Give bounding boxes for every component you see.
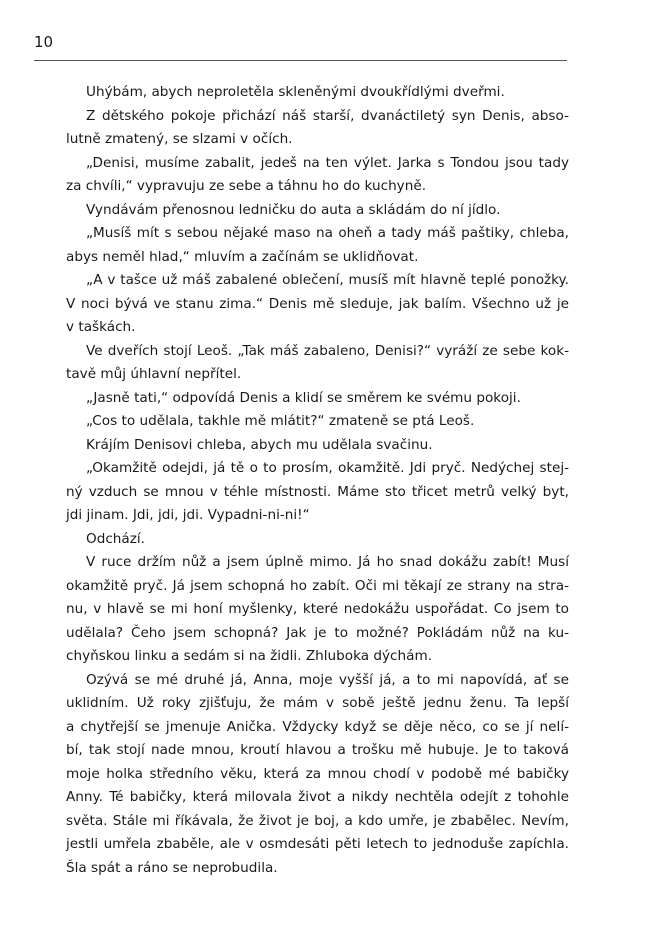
text-line: ný vzduch se mnou v téhle místnosti. Máme sto třicet metrů velký byt, — [66, 483, 569, 500]
text-line: V noci bývá ve stanu zima.“ Denis mě sleduje, jak balím. Všechno už je — [66, 295, 569, 312]
text-line: moje holka středního věku, která za mnou chodí v podobě mé babičky — [66, 765, 569, 782]
text-line: tavě můj úhlavní nepřítel. — [66, 366, 242, 382]
text-line: abys neměl hlad,“ mluvím a začínám se uklidňovat. — [66, 248, 419, 265]
text-line: Ve dveřích stojí Leoš. „Tak máš zabaleno, Denisi?“ vyráží ze sebe kok- — [86, 342, 569, 359]
text-line: Odchází. — [86, 530, 145, 547]
text-line: udělala? Čeho jsem schopná? Jak je to možné? Pokládám nůž na ku- — [66, 624, 569, 641]
text-line: „Okamžitě odejdi, já tě o to prosím, okamžitě. Jdi pryč. Nedýchej stej- — [86, 460, 569, 476]
text-line: Anny. Té babičky, která milovala život a nikdy nechtěla odejít z tohohle — [66, 789, 569, 805]
text-line: za chvíli,“ vypravuju ze sebe a táhnu ho do kuchyně. — [66, 178, 427, 194]
text-line: „Jasně tati,“ odpovídá Denis a klidí se směrem ke svému pokoji. — [86, 389, 521, 406]
text-line: V ruce držím nůž a jsem úplně mimo. Já ho snad dokážu zabít! Musí — [86, 554, 569, 570]
text-line: bí, tak stojí nade mnou, kroutí hlavou a trošku mě hubuje. Je to taková — [66, 742, 569, 758]
text-line: a chytřejší se jmenuje Anička. Vždycky když se děje něco, co se jí nelí- — [66, 718, 569, 735]
text-line: Ozývá se mé druhé já, Anna, moje vyšší já, a to mi napovídá, ať se — [86, 671, 569, 688]
text-line: uklidním. Už roky zjišťuju, že mám v sobě ještě jednu ženu. Ta lepší — [66, 695, 569, 711]
page-number: 10 — [34, 33, 54, 51]
text-line: „Denisi, musíme zabalit, jedeš na ten výlet. Jarka s Tondou jsou tady — [86, 154, 569, 171]
text-line: okamžitě pryč. Já jsem schopná ho zabít. Oči mi těkají ze strany na stra- — [66, 577, 569, 594]
text-line: „Cos to udělala, takhle mě mlátit?“ zmateně se ptá Leoš. — [86, 413, 475, 429]
text-line: Vyndávám přenosnou ledničku do auta a skládám do ní jídlo. — [86, 201, 501, 218]
text-line: Krájím Denisovi chleba, abych mu udělala svačinu. — [86, 436, 433, 453]
text-line: Šla spát a ráno se neprobudila. — [66, 859, 278, 876]
text-line: nu, v hlavě se mi honí myšlenky, které nedokážu uspořádat. Co jsem to — [66, 601, 569, 617]
text-line: „Musíš mít s sebou nějaké maso na oheň a tady máš paštiky, chleba, — [86, 225, 569, 241]
text-line: světa. Stále mi říkávala, že život je boj, a kdo umře, je zbabělec. Nevím, — [66, 812, 569, 829]
text-line: v taškách. — [66, 319, 136, 335]
text-line: chyňskou linku a sedám si na židli. Zhluboka dýchám. — [66, 648, 433, 664]
text-line: Uhýbám, abych neproletěla skleněnými dvoukřídlými dveřmi. — [86, 84, 505, 100]
text-line: jdi jinam. Jdi, jdi, jdi. Vypadni-ni-ni!“ — [66, 507, 310, 523]
text-line: „A v tašce už máš zabalené oblečení, musíš mít hlavně teplé ponožky. — [86, 272, 569, 288]
body-text — [66, 81, 569, 880]
text-line: jestli umřela zbaběle, ale v osmdesáti pěti letech to jednoduše zapíchla. — [66, 836, 569, 852]
header-rule — [34, 60, 567, 61]
text-line: lutně zmatený, se slzami v očích. — [66, 131, 293, 147]
text-line: Z dětského pokoje přichází náš starší, dvanáctiletý syn Denis, abso- — [86, 107, 569, 124]
